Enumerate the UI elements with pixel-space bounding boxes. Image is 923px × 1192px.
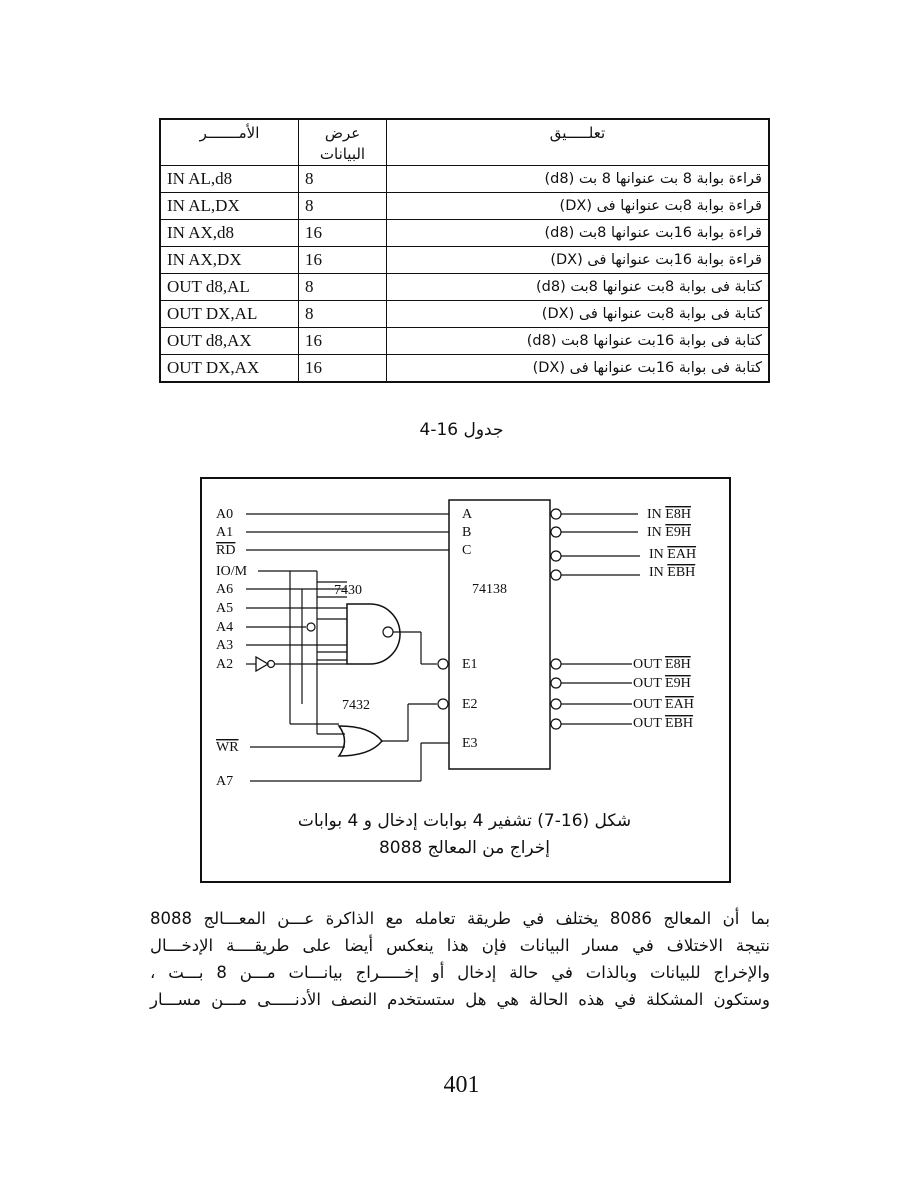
out-port-address: E9H [665,676,691,691]
in-port-prefix: IN [647,525,662,540]
cell-comment: قراءة بوابة 16بت عنوانها فى (DX) [387,247,770,274]
out-port-label [633,716,693,731]
out-port-prefix: OUT [633,676,662,691]
cell-width: 16 [299,247,387,274]
paragraph-line: بما أن المعالج 8086 يختلف في طريقة تعامله مع الذاكرة عـــن المعـــالج 8088 [150,909,770,928]
signal-label: A5 [216,601,234,616]
figure-caption [200,808,729,862]
cell-comment: كتابة فى بوابة 8بت عنوانها فى (DX) [387,301,770,328]
page-number: 401 [443,1072,480,1098]
out-port-address: EBH [665,716,694,731]
table-row [160,166,769,193]
signal-label: A4 [216,620,234,635]
signal-label: A2 [216,657,234,672]
out-port-label [633,697,694,712]
table-row [160,274,769,301]
cell-width: 8 [299,274,387,301]
or-gate-label: 7432 [342,698,370,713]
decoder-input-label: C [462,543,472,558]
signal-label: RD [216,543,236,558]
in-port-address: EAH [667,547,697,562]
paragraph-line: نتيجة الاختلاف في مسار البيانات فإن هذا ينعكس أيضا على طريقــــة الإدخـــال [150,936,770,955]
cell-command: IN AL,DX [160,193,299,220]
out-port-prefix: OUT [633,716,662,731]
in-port-label [649,565,695,580]
signal-label: A3 [216,638,234,653]
in-port-label [647,525,691,540]
cell-width: 8 [299,193,387,220]
out-port-label [633,676,691,691]
body-paragraph [150,905,770,1013]
table-header-row [160,119,769,166]
decoder-input-label: B [462,525,472,540]
table-row [160,247,769,274]
cell-comment: قراءة بوابة 8بت عنوانها فى (DX) [387,193,770,220]
signal-label: A1 [216,525,234,540]
decoder-enable-label: E3 [462,736,478,751]
table-row [160,220,769,247]
out-port-address: E8H [665,657,691,672]
cell-comment: قراءة بوابة 8 بت عنوانها 8 بت (d8) [387,166,770,193]
out-port-prefix: OUT [633,657,662,672]
figure-caption-line: إخراج من المعالج 8088 [378,838,551,858]
cell-command: OUT DX,AL [160,301,299,328]
out-port-label [633,657,691,672]
table-row [160,355,769,383]
header-comment: تعلـــــيق [387,119,770,166]
table-row [160,193,769,220]
io-instruction-table [159,118,770,383]
decoder-circuit-diagram [200,477,729,807]
cell-width: 16 [299,355,387,383]
signal-label: WR [216,740,239,755]
in-port-prefix: IN [649,565,664,580]
cell-command: OUT d8,AL [160,274,299,301]
table-row [160,301,769,328]
cell-command: OUT d8,AX [160,328,299,355]
cell-command: OUT DX,AX [160,355,299,383]
decoder-input-label: A [462,507,473,522]
in-port-prefix: IN [649,547,664,562]
cell-comment: كتابة فى بوابة 8بت عنوانها 8بت (d8) [387,274,770,301]
signal-label: A0 [216,507,234,522]
cell-command: IN AL,d8 [160,166,299,193]
table-caption: جدول 16-4 [419,420,504,440]
decoder-enable-label: E1 [462,657,478,672]
header-command: الأمـــــــر [160,119,299,166]
cell-width: 8 [299,166,387,193]
in-port-prefix: IN [647,507,662,522]
cell-comment: كتابة فى بوابة 16بت عنوانها 8بت (d8) [387,328,770,355]
cell-command: IN AX,DX [160,247,299,274]
table-row [160,328,769,355]
out-port-address: EAH [665,697,694,712]
cell-width: 16 [299,220,387,247]
figure-caption-line: شكل (16-7) تشفير 4 بوابات إدخال و 4 بوابات [297,811,632,831]
header-width: عرض البيانات [299,119,387,166]
signal-label: A7 [216,774,234,789]
out-port-prefix: OUT [633,697,662,712]
in-port-address: EBH [667,565,696,580]
cell-width: 8 [299,301,387,328]
cell-comment: كتابة فى بوابة 16بت عنوانها فى (DX) [387,355,770,383]
cell-width: 16 [299,328,387,355]
in-port-label [649,547,696,562]
in-port-label [647,507,691,522]
decoder-enable-label: E2 [462,697,478,712]
paragraph-line: والإخراج للبيانات وبالذات في حالة إدخال أو إخـــــراج بيانـــات مـــن 8 بـــت ، [150,963,770,982]
cell-comment: قراءة بوابة 16بت عنوانها 8بت (d8) [387,220,770,247]
signal-label: A6 [216,582,234,597]
nand-gate-label: 7430 [334,583,362,598]
cell-command: IN AX,d8 [160,220,299,247]
in-port-address: E9H [665,525,691,540]
signal-label: IO/M [216,564,248,579]
paragraph-line: وستكون المشكلة في هذه الحالة هي هل ستستخدم النصف الأدنـــــى مـــن مســـار [150,990,770,1009]
decoder-label: 74138 [472,582,507,597]
in-port-address: E8H [665,507,691,522]
